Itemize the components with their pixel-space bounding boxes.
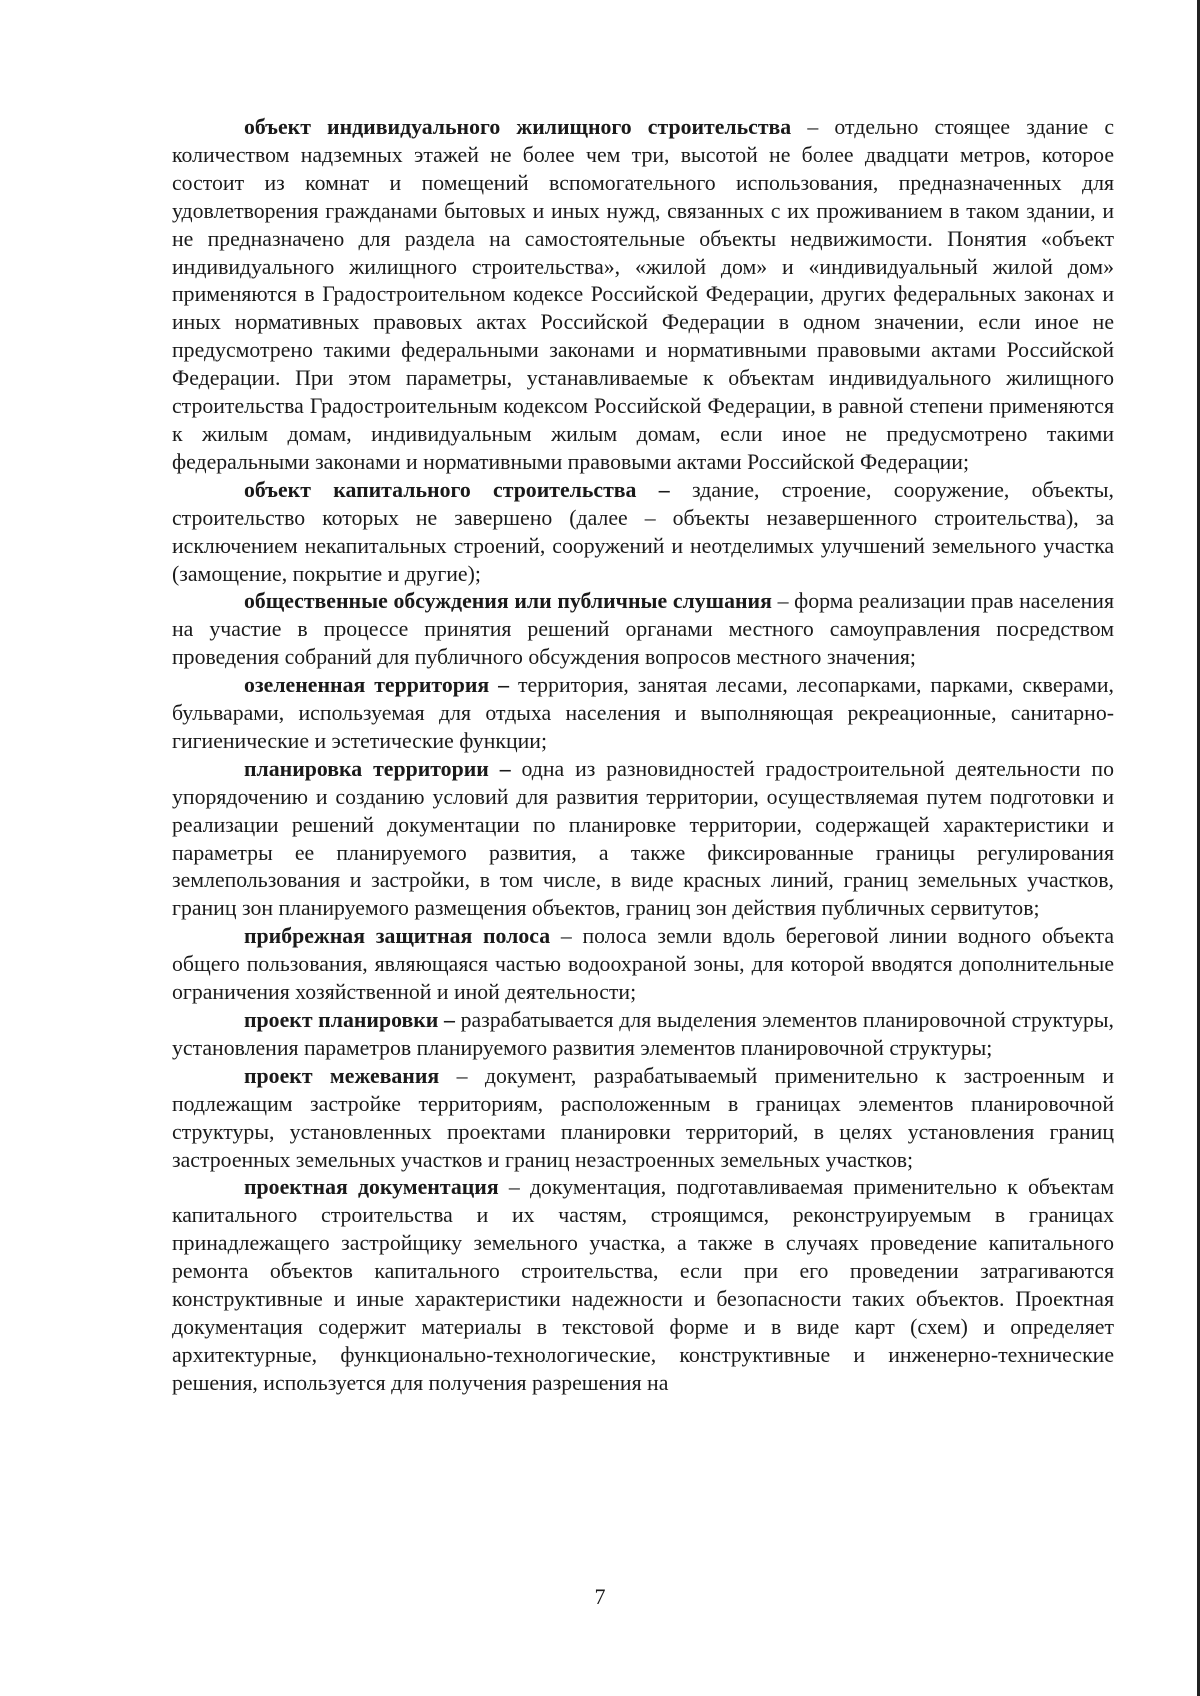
definition-term: проектная документация (244, 1175, 499, 1200)
page-number: 7 (594, 1584, 606, 1609)
definition-term: проект межевания (244, 1063, 440, 1088)
definition-paragraph (172, 1007, 1114, 1063)
definition-paragraph (172, 1063, 1114, 1175)
definition-paragraph (172, 923, 1114, 1007)
definition-term: планировка территории – (244, 756, 511, 781)
definition-paragraph (172, 588, 1114, 672)
definition-paragraph (172, 114, 1114, 477)
definition-term: прибрежная защитная полоса (244, 924, 551, 949)
definition-text: разрабатывается для выделения элементов планировочной структуры, установления параметров планируемого развития элементов планировочной структуры; (172, 1008, 1114, 1060)
definition-text: здание, строение, сооружение, объекты, строительство которых не завершено (далее – объекты незавершенного строительства), за исключением некапитальных строений, сооружений и неотделимых улучшений земельного участка (замощение, покрытие и другие); (172, 477, 1114, 586)
definition-text: – полоса земли вдоль береговой линии водного объекта общего пользования, являющаяся частью водоохраной зоны, для которой вводятся дополнительные ограничения хозяйственной и иной деятельности; (172, 924, 1114, 1005)
definition-text: – документ, разрабатываемый применительно к застроенным и подлежащим застройке территориям, расположенным в границах элементов планировочной структуры, установленных проектами планировки территорий, в целях установления границ застроенных земельных участков и границ незастроенных земельных участков; (172, 1063, 1114, 1172)
definition-paragraph (172, 477, 1114, 589)
definition-paragraph (172, 1174, 1114, 1397)
definition-text: территория, занятая лесами, лесопарками, парками, скверами, бульварами, используемая для отдыха населения и выполняющая рекреационные, санитарно-гигиенические и эстетические функции; (172, 673, 1114, 753)
definition-term: озелененная территория – (244, 673, 510, 698)
definition-text: одна из разновидностей градостроительной деятельности по упорядочению и созданию условий для развития территории, осуществляемая путем подготовки и реализации решений документации по планировке территории, содержащей характеристики и параметры ее планируемого развития, а также фиксированные границы регулирования землепользования и застройки, в том числе, в виде красных линий, границ земельных участков, границ зон планируемого размещения объектов, границ зон действия публичных сервитутов; (172, 756, 1114, 921)
definition-paragraph (172, 756, 1114, 923)
definition-text: – документация, подготавливаемая применительно к объектам капитального строительства и их частям, строящимся, реконструируемым в границах принадлежащего застройщику земельного участка, а также в случаях проведение капитального ремонта объектов капитального строительства, если при его проведении затрагиваются конструктивные и иные характеристики надежности и безопасности таких объектов. Проектная документация содержит материалы в текстовой форме и в виде карт (схем) и определяет архитектурные, функционально-технологические, конструктивные и инженерно-технические решения, используется для получения разрешения на (172, 1175, 1114, 1395)
definition-paragraph (172, 672, 1114, 756)
definition-term: общественные обсуждения или публичные слушания (244, 589, 772, 614)
document-body (172, 114, 1114, 1398)
definition-text: – отдельно стоящее здание с количеством надземных этажей не более чем три, высотой не более двадцати метров, которое состоит из комнат и помещений вспомогательного использования, предназначенных для удовлетворения гражданами бытовых и иных нужд, связанных с их проживанием в таком здании, и не предназначено для раздела на самостоятельные объекты недвижимости. Понятия «объект индивидуального жилищного строительства», «жилой дом» и «индивидуальный жилой дом» применяются в Градостроительном кодексе Российской Федерации, других федеральных законах и иных нормативных правовых актах Российской Федерации в одном значении, если иное не предусмотрено такими федеральными законами и нормативными правовыми актами Российской Федерации. При этом параметры, устанавливаемые к объектам индивидуального жилищного строительства Градостроительным кодексом Российской Федерации, в равной степени применяются к жилым домам, индивидуальным жилым домам, если иное не предусмотрено такими федеральными законами и нормативными правовыми актами Российской Федерации; (172, 115, 1114, 474)
definition-text: – форма реализации прав населения на участие в процессе принятия решений органами местного самоуправления посредством проведения собраний для публичного обсуждения вопросов местного значения; (172, 589, 1114, 670)
definition-term: объект индивидуального жилищного строительства (244, 115, 792, 139)
definition-term: объект капитального строительства – (244, 477, 670, 502)
definition-term: проект планировки – (244, 1008, 455, 1032)
